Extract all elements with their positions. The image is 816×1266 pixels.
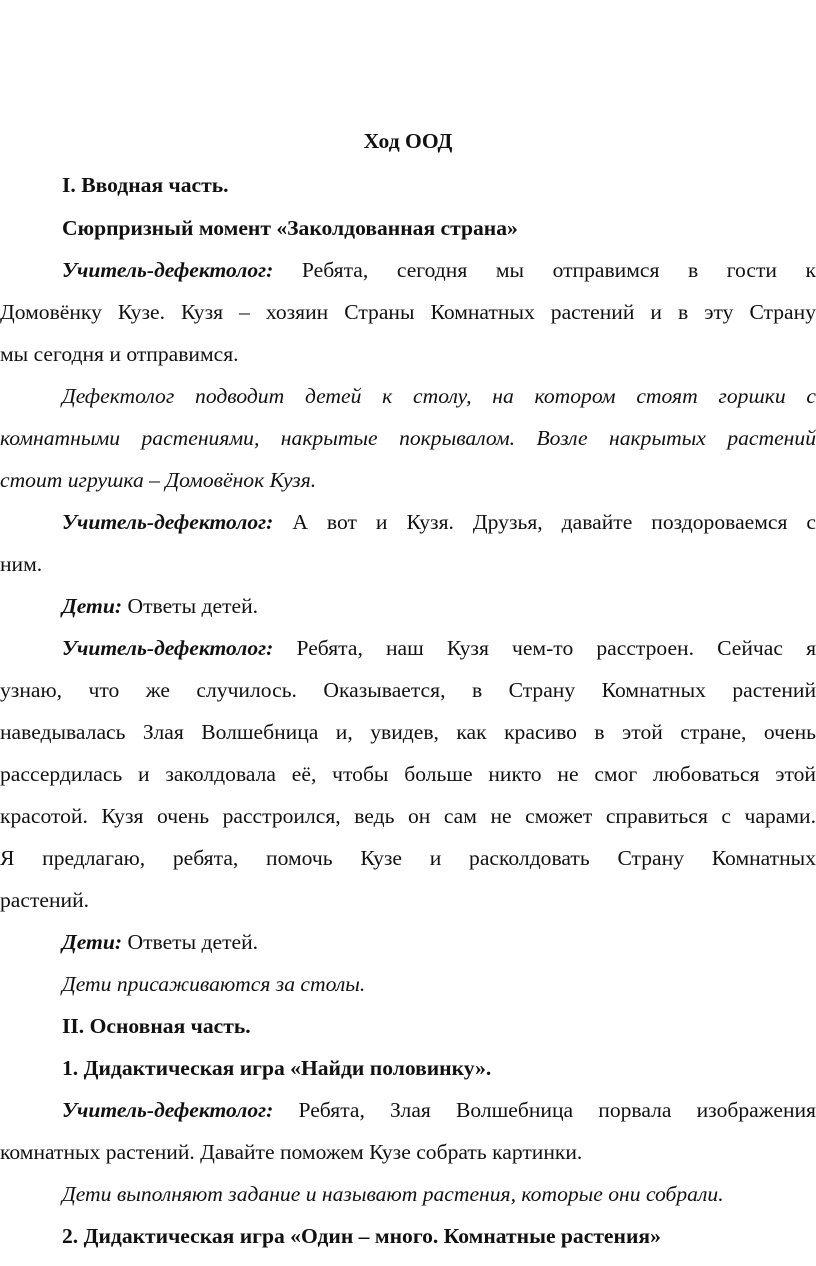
paragraph-line: рассердилась и заколдовала её, чтобы больше никто не смог любоваться этой (0, 762, 816, 786)
paragraph-line: Учитель-дефектолог: Ребята, наш Кузя чем-то расстроен. Сейчас я (62, 636, 816, 660)
direction-line: стоит игрушка – Домовёнок Кузя. (0, 468, 317, 492)
paragraph-line: мы сегодня и отправимся. (0, 342, 239, 366)
game-heading: 1. Дидактическая игра «Найди половинку». (62, 1056, 492, 1080)
paragraph-line: ним. (0, 552, 43, 576)
paragraph-line: красотой. Кузя очень расстроился, ведь он сам не сможет справиться с чарами. (0, 804, 816, 828)
game-heading: 2. Дидактическая игра «Один – много. Комнатные растения» (62, 1224, 661, 1248)
document-title: Ход ООД (363, 129, 453, 153)
speaker-label: Учитель-дефектолог: (62, 510, 274, 534)
direction-line: комнатными растениями, накрытые покрывалом. Возле накрытых растений (0, 426, 816, 450)
direction-line: Дефектолог подводит детей к столу, на котором стоят горшки с (62, 384, 816, 408)
paragraph-line: Учитель-дефектолог: Ребята, сегодня мы отправимся в гости к (62, 258, 816, 282)
section-heading-intro: I. Вводная часть. (62, 173, 229, 197)
children-answer-line: Дети: Ответы детей. (62, 930, 259, 954)
speaker-label: Дети: (62, 930, 123, 954)
paragraph-line: комнатных растений. Давайте поможем Кузе собрать картинки. (0, 1140, 583, 1164)
speaker-label: Учитель-дефектолог: (62, 636, 274, 660)
direction-line: Дети выполняют задание и называют растения, которые они собрали. (62, 1182, 724, 1206)
speaker-label: Дети: (62, 594, 123, 618)
surprise-moment-heading: Сюрпризный момент «Заколдованная страна» (62, 216, 518, 240)
paragraph-line: наведывалась Злая Волшебница и, увидев, как красиво в этой стране, очень (0, 720, 816, 744)
paragraph-line: Учитель-дефектолог: А вот и Кузя. Друзья, давайте поздороваемся с (62, 510, 816, 534)
section-heading-main: II. Основная часть. (62, 1014, 251, 1038)
children-answer-line: Дети: Ответы детей. (62, 594, 259, 618)
direction-line: Дети присаживаются за столы. (62, 972, 366, 996)
paragraph-line: узнаю, что же случилось. Оказывается, в Страну Комнатных растений (0, 678, 816, 702)
paragraph-line: растений. (0, 888, 90, 912)
paragraph-line: Учитель-дефектолог: Ребята, Злая Волшебница порвала изображения (62, 1098, 816, 1122)
paragraph-line: Я предлагаю, ребята, помочь Кузе и расколдовать Страну Комнатных (0, 846, 816, 870)
speaker-label: Учитель-дефектолог: (62, 258, 274, 282)
speaker-label: Учитель-дефектолог: (62, 1098, 274, 1122)
paragraph-line: Домовёнку Кузе. Кузя – хозяин Страны Комнатных растений и в эту Страну (0, 300, 816, 324)
